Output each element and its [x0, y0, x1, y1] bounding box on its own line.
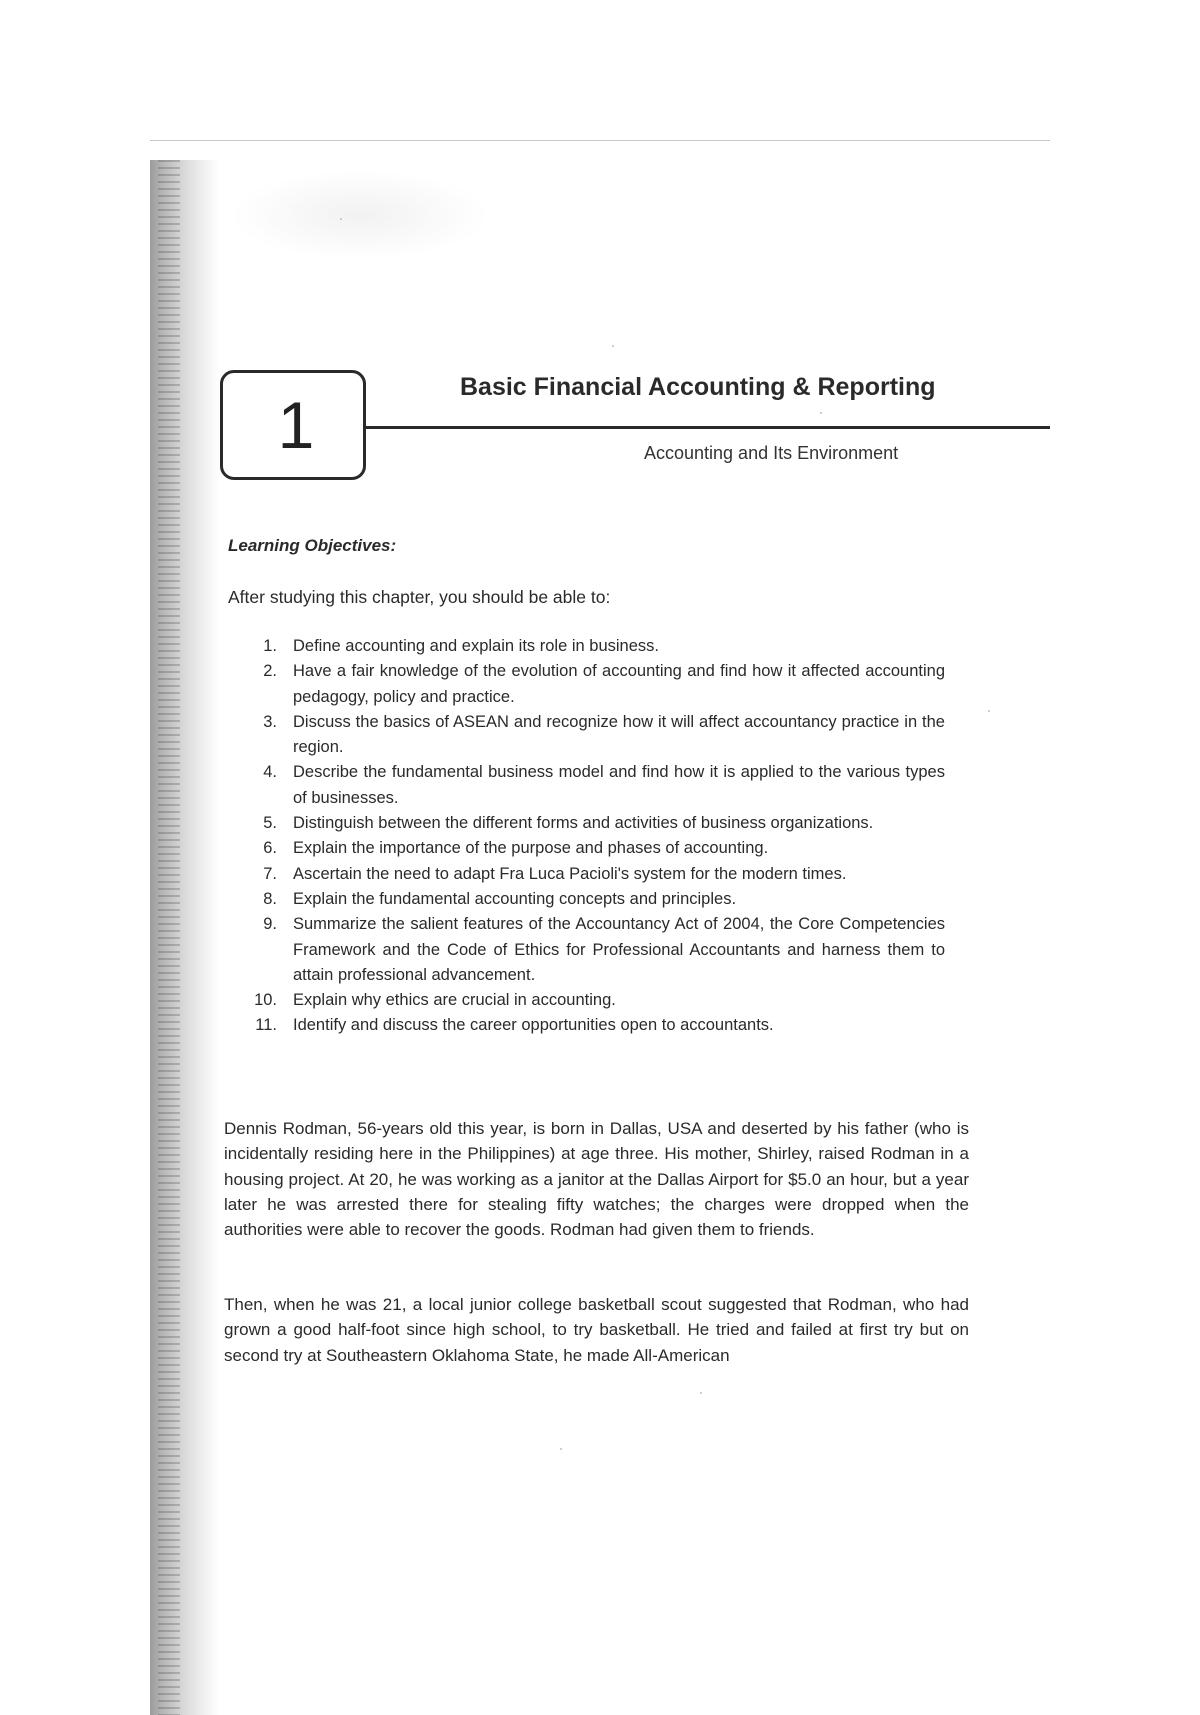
objective-text: Discuss the basics of ASEAN and recognize how it will affect accountancy practice in the region. — [293, 712, 945, 757]
scan-binding-texture — [158, 160, 180, 1715]
objective-item — [245, 862, 945, 887]
objective-number: 6. — [263, 839, 277, 858]
objective-number: 5. — [263, 814, 277, 833]
objective-text: Describe the fundamental business model and find how it is applied to the various types of businesses. — [293, 763, 945, 807]
scan-speck — [560, 1448, 562, 1450]
objective-text: Explain the fundamental accounting concepts and principles. — [293, 889, 737, 908]
objective-item — [245, 988, 945, 1013]
scan-speck — [988, 710, 990, 712]
scan-top-edge — [150, 140, 1050, 141]
chapter-title: Basic Financial Accounting & Reporting — [460, 373, 936, 401]
objectives-list — [245, 634, 945, 1039]
learning-objectives-heading: Learning Objectives: — [228, 536, 397, 555]
objective-number: 4. — [263, 763, 277, 782]
objective-item — [245, 634, 945, 659]
objective-text: Identify and discuss the career opportunities open to accountants. — [293, 1016, 774, 1035]
scan-speck — [820, 412, 822, 414]
body-paragraph-1: Dennis Rodman, 56-years old this year, is born in Dallas, USA and deserted by his father (who is incidentally residing here in the Philippines) at age three. His mother, Shirley, raised Rodman in a housing project. At 20, he was working as a janitor at the Dallas Airport for $5.0 an hour, but a year later he was arrested there for stealing fifty watches; the charges were dropped when the authorities were able to recover the goods. Rodman had given them to friends. — [224, 1119, 969, 1240]
objective-item — [245, 836, 945, 861]
objective-text: Have a fair knowledge of the evolution of accounting and find how it affected accounting pedagogy, policy and practice. — [293, 662, 945, 706]
chapter-number: 1 — [277, 388, 315, 462]
objective-number: 2. — [263, 662, 277, 681]
objective-text: Distinguish between the different forms and activities of business organizations. — [293, 814, 874, 833]
objective-text: Define accounting and explain its role in business. — [293, 637, 659, 655]
scan-speck — [612, 345, 614, 347]
objective-number: 7. — [263, 864, 277, 883]
objective-item — [245, 760, 945, 811]
objective-text: Ascertain the need to adapt Fra Luca Pacioli's system for the modern times. — [293, 864, 847, 883]
objective-text: Summarize the salient features of the Accountancy Act of 2004, the Core Competencies Framework and the Code of Ethics for Professional Accountants and harness them to attain professional advancement. — [293, 915, 945, 984]
chapter-header-rule — [366, 426, 1050, 429]
objectives-intro: After studying this chapter, you should be able to: — [228, 587, 611, 607]
chapter-subtitle: Accounting and Its Environment — [644, 443, 899, 463]
chapter-number-box — [220, 370, 366, 480]
objective-item — [245, 887, 945, 912]
scan-speck — [340, 218, 342, 220]
scan-bleedthrough — [230, 170, 490, 260]
objective-text: Explain why ethics are crucial in accounting. — [293, 991, 616, 1010]
objective-text: Explain the importance of the purpose and phases of accounting. — [293, 839, 769, 858]
objective-number: 10. — [254, 991, 277, 1010]
scan-speck — [700, 1392, 702, 1394]
objective-number: 8. — [263, 889, 277, 908]
objective-number: 11. — [255, 1016, 277, 1035]
objective-number: 1. — [263, 637, 277, 655]
body-paragraph-2: Then, when he was 21, a local junior college basketball scout suggested that Rodman, who had grown a good half-foot since high school, to try basketball. He tried and failed at first try but on second try at Southeastern Oklahoma State, he made All-American — [224, 1295, 969, 1365]
objective-item — [245, 912, 945, 988]
objective-item — [245, 811, 945, 836]
objective-item — [245, 659, 945, 710]
objective-item — [245, 710, 945, 761]
objective-number: 3. — [263, 712, 277, 731]
objective-item — [245, 1013, 945, 1038]
objective-number: 9. — [263, 915, 277, 934]
